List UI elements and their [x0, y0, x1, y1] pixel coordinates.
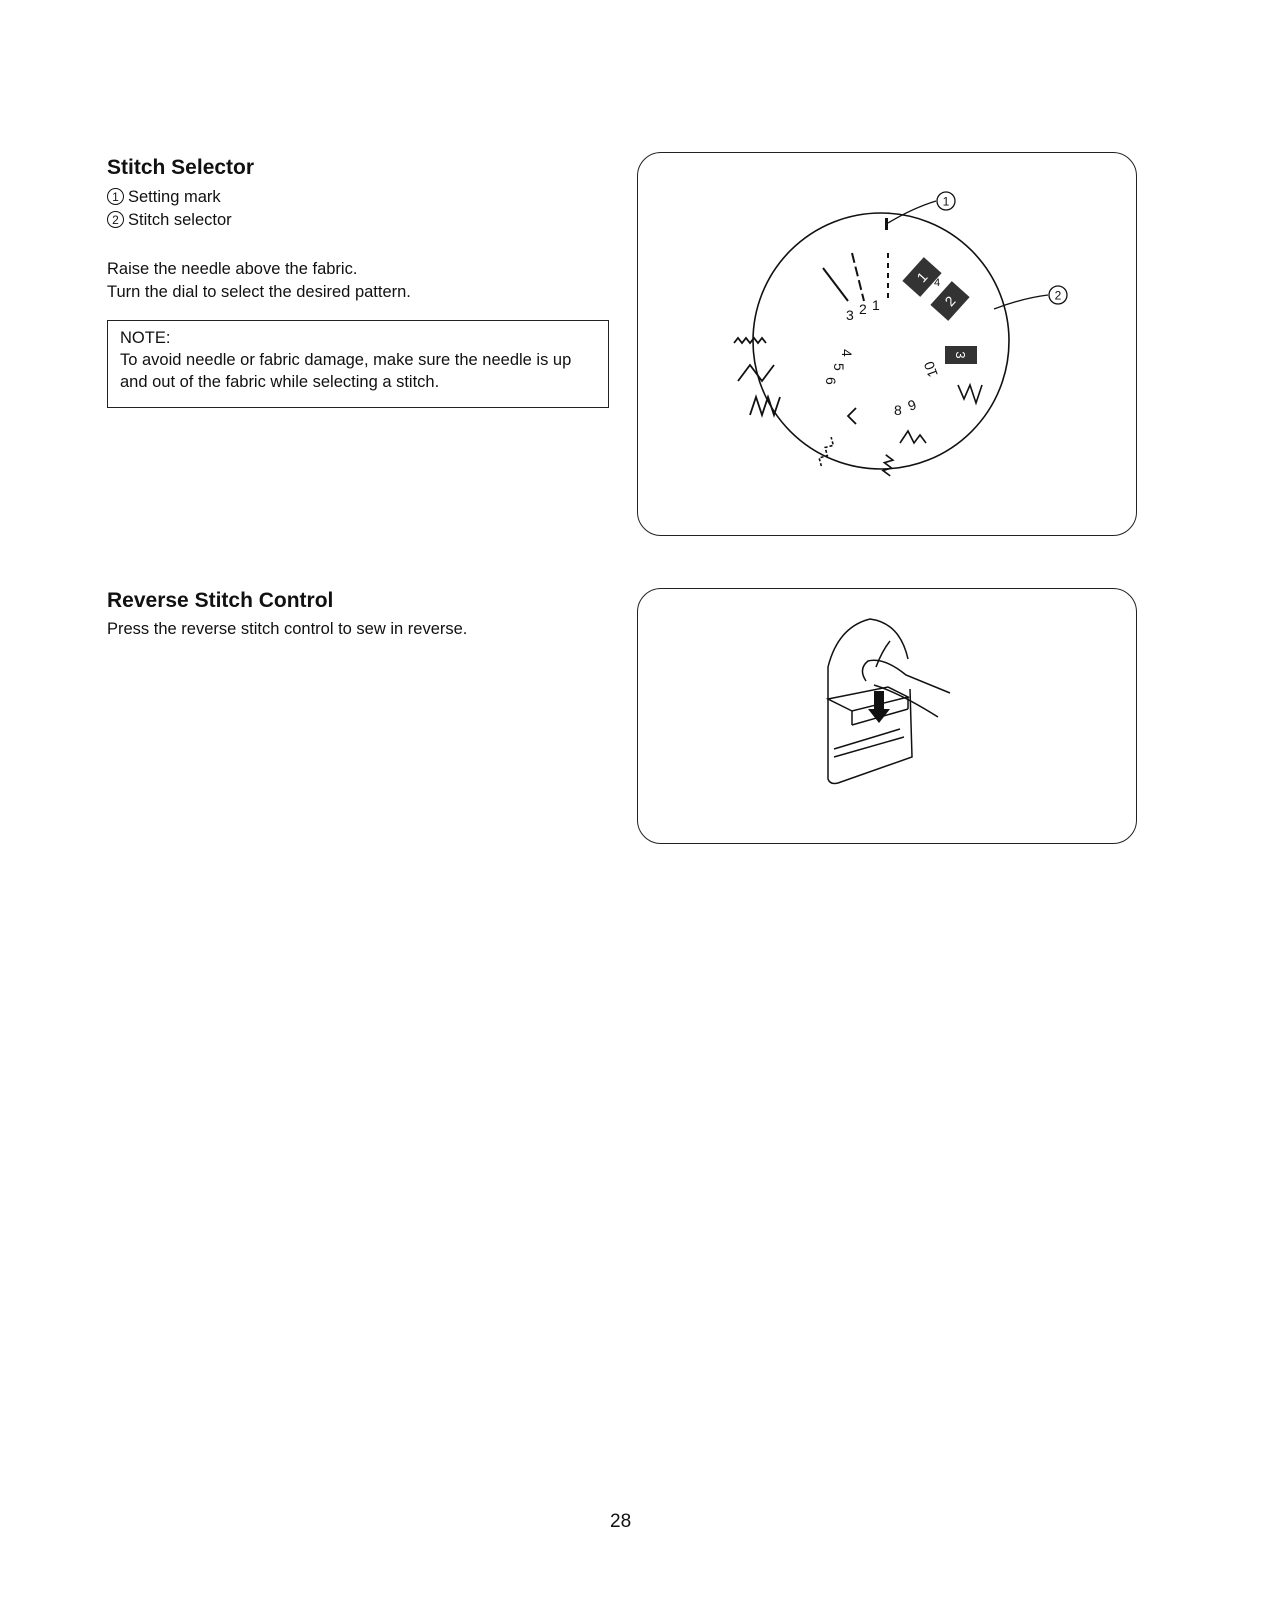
callout-number-1: 1: [942, 194, 950, 209]
stitch-selector-title: Stitch Selector: [107, 156, 255, 179]
dial-number: 3: [846, 307, 854, 323]
arrow-shaft: [874, 691, 884, 711]
dial-number: 9: [905, 396, 919, 414]
dial-number: 10: [920, 359, 941, 380]
dial-number: 5: [831, 363, 847, 371]
setting-mark: [885, 218, 888, 230]
dial-box-3: [945, 346, 977, 364]
note-heading: NOTE:: [120, 329, 171, 347]
legend-item-stitch-selector: [107, 209, 232, 232]
dial-box-label: 2: [941, 292, 959, 310]
straight-stitch-2: [852, 253, 864, 301]
legend-label: Stitch selector: [128, 211, 232, 229]
reverse-stitch-figure: [637, 588, 1137, 844]
callout-number-2: 2: [1054, 288, 1062, 303]
legend-item-setting-mark: [107, 186, 232, 209]
reverse-stitch-title: Reverse Stitch Control: [107, 589, 334, 612]
dial-box-label: 3: [953, 351, 968, 359]
dial-number: 4: [839, 349, 855, 357]
dial-number: 2: [859, 301, 867, 317]
stitch-pattern-arrow: [848, 408, 856, 424]
straight-stitch-3: [823, 268, 848, 301]
stitch-pattern-stretch: [958, 385, 982, 403]
dial-number: 8: [894, 402, 902, 418]
stitch-pattern-wave: [734, 338, 766, 343]
down-arrow-icon: [868, 709, 890, 723]
note-text: To avoid needle or fabric damage, make sure the needle is up and out of the fabric while selecting a stitch.: [120, 351, 572, 391]
finger-outline: [862, 660, 950, 693]
dial-outline: [753, 213, 1009, 469]
instruction-line: Raise the needle above the fabric.: [107, 260, 358, 278]
dial-box-label: 1: [913, 268, 931, 286]
lever-housing-top: [828, 619, 908, 667]
page-number: 28: [610, 1511, 632, 1532]
legend-list: [107, 186, 232, 232]
lever-housing-side: [828, 667, 912, 784]
instruction-line: Turn the dial to select the desired pattern.: [107, 283, 411, 301]
housing-slot: [834, 737, 904, 757]
callout-leader-1: [888, 201, 936, 223]
legend-number: 1: [107, 188, 124, 205]
stitch-pattern-multizigzag: [750, 397, 780, 415]
note-box: [107, 320, 609, 408]
stitch-pattern-dotted: [816, 437, 836, 466]
reverse-lever: [828, 687, 908, 711]
reverse-lever-illustration: [638, 589, 1137, 844]
stitch-dial-illustration: [638, 153, 1137, 536]
stitch-selector-figure: [637, 152, 1137, 536]
dial-number: 1: [872, 297, 880, 313]
dial-number: 6: [823, 377, 839, 385]
dial-box-suffix: 4: [934, 277, 941, 289]
housing-slot: [834, 729, 900, 749]
reverse-stitch-text: Press the reverse stitch control to sew in reverse.: [107, 620, 468, 638]
instructions: [107, 258, 411, 304]
stitch-pattern-blind: [900, 431, 926, 443]
stitch-pattern-rickrack: [882, 455, 893, 476]
legend-number: 2: [107, 211, 124, 228]
legend-label: Setting mark: [128, 188, 221, 206]
